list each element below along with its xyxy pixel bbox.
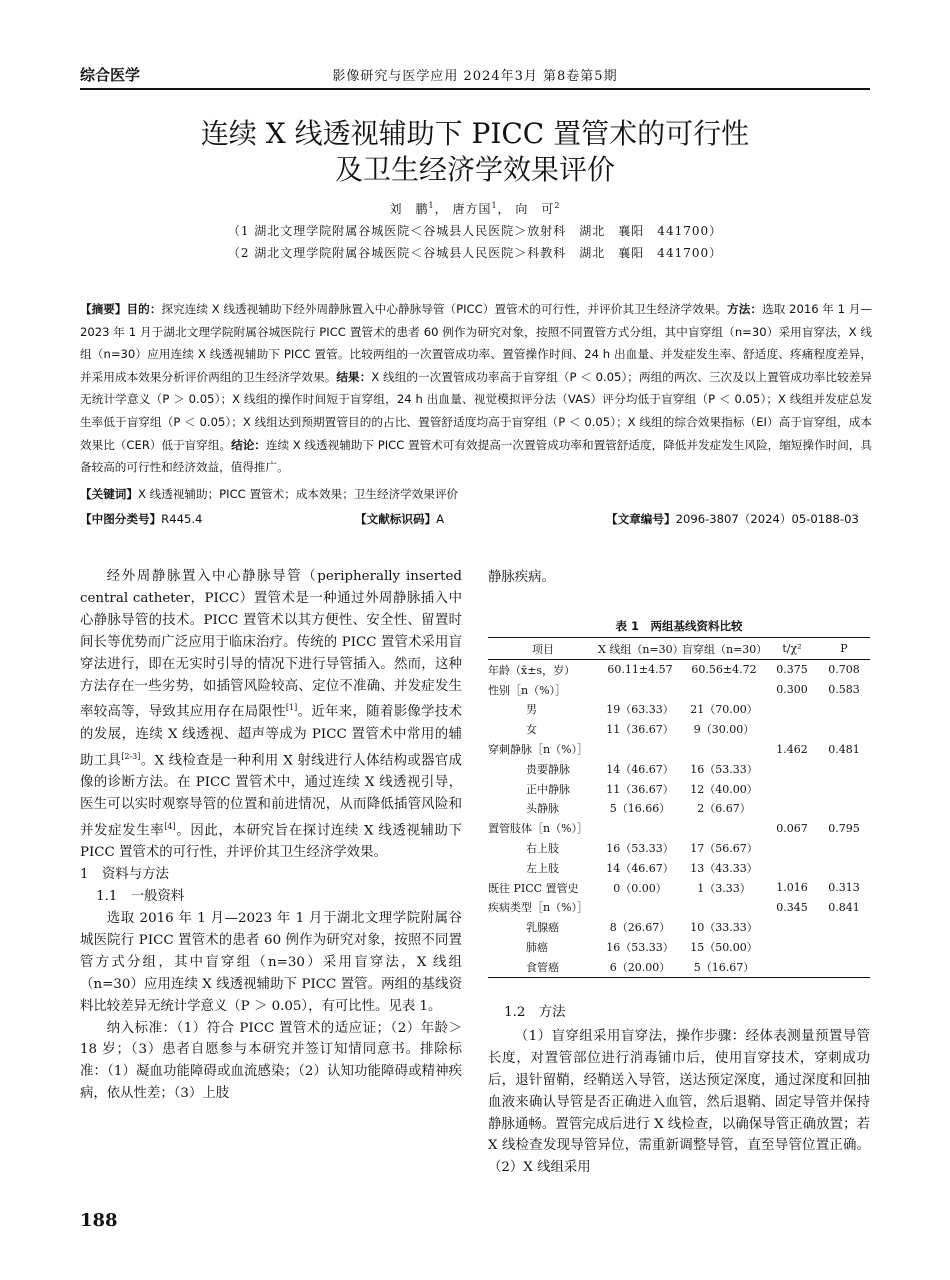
table-cell bbox=[598, 739, 682, 759]
table-header-cell: X 线组（n=30） bbox=[598, 638, 682, 660]
table-cell: 0.841 bbox=[828, 900, 860, 914]
abstract-conclusion-label: 结论： bbox=[231, 437, 266, 452]
table-row bbox=[488, 957, 870, 977]
author-affiliation-mark: 1 bbox=[491, 201, 498, 210]
table-cell bbox=[818, 838, 870, 858]
citation: [2-3] bbox=[121, 751, 141, 761]
table-cell bbox=[682, 680, 766, 700]
table-cell bbox=[818, 700, 870, 720]
table-cell: 11（36.67） bbox=[606, 782, 674, 796]
abstract bbox=[80, 298, 872, 479]
table-cell bbox=[766, 937, 818, 957]
keywords-text: X 线透视辅助；PICC 置管术；成本效果；卫生经济学效果评价 bbox=[137, 487, 459, 501]
table-header-cell: 项目 bbox=[488, 638, 598, 660]
table-cell: 14（46.67） bbox=[606, 861, 674, 875]
table-cell: 21（70.00） bbox=[690, 703, 758, 717]
clc-number bbox=[80, 511, 202, 527]
table-cell: 贵要静脉 bbox=[526, 762, 570, 776]
table-row bbox=[488, 818, 870, 838]
abstract-conclusion: 连续 X 线透视辅助下 PICC 置管术可有效提高一次置管成功率和置管舒适度，降低并发症发生风险，缩短操作时间，具备较高的可行性和经济效益，值得推广。 bbox=[80, 437, 872, 475]
article-title-line-2: 及卫生经济学效果评价 bbox=[334, 153, 615, 186]
journal-info: 影像研究与医学应用 2024年3月 第8卷第5期 bbox=[332, 69, 618, 84]
abstract-aim-label: 目的： bbox=[126, 302, 162, 316]
table-row bbox=[488, 680, 870, 700]
table-cell bbox=[682, 739, 766, 759]
table-row bbox=[488, 719, 870, 739]
intro-paragraph bbox=[80, 566, 462, 864]
table-header-row bbox=[488, 638, 870, 660]
table-cell: 乳腺癌 bbox=[526, 921, 559, 935]
table-cell bbox=[818, 759, 870, 779]
table-cell bbox=[818, 937, 870, 957]
table-cell bbox=[682, 818, 766, 838]
abstract-method: 选取 2016 年 1 月—2023 年 1 月于湖北文理学院附属谷城医院行 PICC 置管术的患者 60 例作为研究对象，按照不同置管方式分组，其中盲穿组（n=30）采用盲穿法，X 线组（n=30）应用连续 X 线透视辅助下 PICC 置管。比较两组的一次置管成功率、置管操作时间、24 h 出血量、并发症发生率、舒适度、疼痛程度差异，并采用成本效果分析评价两组的卫生经济学效果。 bbox=[80, 302, 872, 384]
table-cell: 60.56±4.72 bbox=[691, 663, 757, 677]
table-cell bbox=[598, 680, 682, 700]
paragraph-methods: （1）盲穿组采用盲穿法，操作步骤：经体表测量预置导管长度，对置管部位进行消毒铺巾后，使用盲穿技术，穿刺成功后，退针留鞘，经鞘送入导管，送达预定深度，通过深度和回抽血液来确认导管是否正确进入血管，然后退鞘、固定导管并保持静脉通畅。置管完成后进行 X 线检查，以确保导管正确放置；若 X 线检查发现导管异位，需重新调整导管，直至导管位置正确。（2）X 线组采用 bbox=[488, 1028, 870, 1176]
table-cell: 女 bbox=[526, 723, 537, 737]
table-cell: 0.313 bbox=[828, 881, 860, 895]
section-label: 综合医学 bbox=[80, 66, 141, 84]
citation: [1] bbox=[285, 703, 298, 713]
author-name: 刘 鹏 bbox=[389, 202, 429, 216]
table-cell: 食管癌 bbox=[488, 957, 598, 977]
table-cell bbox=[766, 917, 818, 937]
body-left-column bbox=[80, 566, 462, 1105]
page-number: 188 bbox=[80, 1210, 118, 1231]
table-cell: 11（36.67） bbox=[606, 723, 674, 737]
table-cell: 肺癌 bbox=[526, 941, 548, 955]
table-cell: 疾病类型［n（%）］ bbox=[488, 901, 589, 915]
doc-code-value: A bbox=[436, 512, 445, 526]
table-cell: 1.016 bbox=[776, 881, 808, 895]
baseline-table bbox=[488, 637, 870, 978]
table-cell bbox=[818, 779, 870, 799]
table-cell: 正中静脉 bbox=[526, 782, 570, 796]
table-cell bbox=[682, 898, 766, 918]
table-cell: 6（20.00） bbox=[598, 957, 682, 977]
table-cell bbox=[818, 957, 870, 977]
table-cell: 10（33.33） bbox=[690, 921, 758, 935]
table-row bbox=[488, 878, 870, 898]
table-cell bbox=[818, 799, 870, 819]
clc-value: R445.4 bbox=[161, 512, 203, 526]
table-cell: 右上肢 bbox=[526, 842, 559, 856]
body-right-column bbox=[488, 1002, 870, 1179]
subsection-heading-1-1: 1.1 一般资料 bbox=[96, 889, 185, 905]
abstract-aim: 探究连续 X 线透视辅助下经外周静脉置入中心静脉导管（PICC）置管术的可行性，并评价其卫生经济学效果。 bbox=[161, 302, 728, 316]
table-row bbox=[488, 739, 870, 759]
article-number bbox=[606, 511, 859, 527]
table-cell: 0（0.00） bbox=[613, 881, 667, 895]
table-cell bbox=[766, 957, 818, 977]
table-row bbox=[488, 898, 870, 918]
table-cell bbox=[766, 858, 818, 878]
abstract-result: X 线组的一次置管成功率高于盲穿组（P ＜ 0.05）；两组的两次、三次及以上置管成功率比较差异无统计学意义（P ＞ 0.05）；X 线组的操作时间短于盲穿组，24 h 出血量、视觉模拟评分法（VAS）评分均低于盲穿组（P ＜ 0.05）；X 线组并发症总发生率低于盲穿组（P ＜ 0.05）；X 线组达到预期置管目的的占比、置管舒适度均高于盲穿组（P ＜ 0.05）；X 线组的综合效果指标（EI）高于盲穿组，成本效果比（CER）低于盲穿组。 bbox=[80, 369, 872, 452]
article-number-value: 2096-3807（2024）05-0188-03 bbox=[675, 512, 859, 526]
doc-code-label: 【文献标识码】 bbox=[355, 512, 437, 526]
table-cell: 头静脉 bbox=[526, 802, 559, 816]
intro-text-1: 经外周静脉置入中心静脉导管（peripherally inserted central catheter，PICC）置管术是一种通过外周静脉插入中心静脉导管的技术。PICC 置管术以其方便性、安全性、留置时间长等优势而广泛应用于临床治疗。传统的 PICC 置管术采用盲穿法进行，即在无实时引导的情况下进行导管插入。然而，这种方法存在一些劣势，如插管风险较高、定位不准确、并发症发生率较高等，导致其应用存在局限性 bbox=[80, 569, 462, 720]
paragraph-general-data: 选取 2016 年 1 月—2023 年 1 月于湖北文理学院附属谷城医院行 PICC 置管术的患者 60 例作为研究对象，按照不同置管方式分组，其中盲穿组（n=30）采用盲穿法，X 线组（n=30）应用连续 X 线透视辅助下 PICC 置管。两组的基线资料比较差异无统计学意义（P ＞ 0.05），有可比性。见表 1。 bbox=[80, 911, 462, 1014]
table-cell: 5（16.67） bbox=[682, 957, 766, 977]
table-row bbox=[488, 858, 870, 878]
table-header-cell: P bbox=[818, 638, 870, 660]
document-code bbox=[355, 511, 444, 527]
table-cell bbox=[598, 818, 682, 838]
section-heading-1: 1 资料与方法 bbox=[80, 867, 169, 883]
table-row bbox=[488, 700, 870, 720]
table-cell: 既往 PICC 置管史 bbox=[488, 881, 579, 895]
table-cell: 0.345 bbox=[776, 900, 808, 914]
table-cell: 16（53.33） bbox=[606, 842, 674, 856]
table-cell: 60.11±4.57 bbox=[607, 663, 673, 677]
table-cell: 0.067 bbox=[776, 821, 808, 835]
table-cell: 0.795 bbox=[828, 821, 860, 835]
abstract-result-label: 结果： bbox=[336, 369, 372, 384]
table-cell: 0.481 bbox=[828, 742, 860, 756]
author-list: 刘 鹏$^1$， 唐方国$^1$， 向 可$^2$ bbox=[389, 201, 561, 216]
table-cell: 年龄（x̄±s，岁） bbox=[488, 663, 576, 677]
table-cell: 0.708 bbox=[828, 663, 860, 677]
abstract-method-label: 方法： bbox=[727, 302, 763, 316]
table-row bbox=[488, 779, 870, 799]
author-affiliation-mark: 1 bbox=[428, 201, 435, 210]
abstract-label: 【摘要】 bbox=[80, 302, 127, 316]
citation: [4] bbox=[164, 821, 176, 831]
article-number-label: 【文章编号】 bbox=[606, 512, 676, 526]
clc-label: 【中图分类号】 bbox=[80, 512, 162, 526]
table-row bbox=[488, 838, 870, 858]
table-row bbox=[488, 937, 870, 957]
table-cell: 5（16.66） bbox=[609, 802, 671, 816]
keywords-label: 【关键词】 bbox=[80, 487, 138, 501]
affiliation-2: （2 湖北文理学院附属谷城医院＜谷城县人民医院＞科教科 湖北 襄阳 441700） bbox=[227, 246, 723, 260]
table-row bbox=[488, 799, 870, 819]
table-cell bbox=[766, 759, 818, 779]
intro-text-3: 。X 线检查是一种利用 X 射线进行人体结构或器官成像的诊断方法。在 PICC 置管术中，通过连续 X 线透视引导，医生可以实时观察导管的位置和前进情况，从而降低插管风险和并发症发生率 bbox=[80, 753, 462, 839]
table-cell bbox=[766, 719, 818, 739]
table-cell: 左上肢 bbox=[526, 861, 559, 875]
table-cell: 穿刺静脉［n（%）］ bbox=[488, 743, 589, 757]
table-cell bbox=[766, 700, 818, 720]
intro-text-2: 。近年来，随着影像学技术的发展，连续 X 线透视、超声等成为 PICC 置管术中常用的辅助工具 bbox=[80, 704, 463, 769]
table-row bbox=[488, 759, 870, 779]
article-title-line-1: 连续 X 线透视辅助下 PICC 置管术的可行性 bbox=[200, 117, 750, 150]
table-cell bbox=[766, 838, 818, 858]
table-row bbox=[488, 660, 870, 680]
table-cell bbox=[818, 858, 870, 878]
table-cell: 0.300 bbox=[776, 683, 808, 697]
table-cell: 1.462 bbox=[776, 742, 808, 756]
table-caption: 表 1 两组基线资料比较 bbox=[615, 619, 743, 633]
table-cell bbox=[766, 779, 818, 799]
table-cell: 12（40.00） bbox=[690, 782, 758, 796]
table-header-cell: 盲穿组（n=30） bbox=[682, 638, 766, 660]
table-cell: 13（43.33） bbox=[690, 861, 758, 875]
table-cell bbox=[818, 719, 870, 739]
intro-text-4: 。因此，本研究旨在探讨连续 X 线透视辅助下 PICC 置管术的可行性，并评价其卫生经济学效果。 bbox=[80, 823, 463, 861]
author-name: 唐方国 bbox=[452, 202, 492, 216]
author-name: 向 可 bbox=[515, 202, 555, 216]
table-cell: 2（6.67） bbox=[697, 802, 751, 816]
table-cell: 14（46.67） bbox=[606, 762, 674, 776]
affiliation-1: （1 湖北文理学院附属谷城医院＜谷城县人民医院＞放射科 湖北 襄阳 441700） bbox=[227, 224, 723, 238]
paragraph-criteria: 纳入标准：（1）符合 PICC 置管术的适应证；（2）年龄＞ 18 岁；（3）患者自愿参与本研究并签订知情同意书。排除标准：（1）凝血功能障碍或血流感染；（2）认知功能障碍或精神疾病，依从性差；（3）上肢 bbox=[80, 1020, 462, 1102]
table-cell: 19（63.33） bbox=[606, 703, 674, 717]
header-rule bbox=[80, 88, 870, 90]
subsection-heading-1-2: 1.2 方法 bbox=[504, 1005, 566, 1020]
table-cell: 17（56.67） bbox=[690, 842, 758, 856]
table-cell bbox=[598, 898, 682, 918]
table-cell: 1（3.33） bbox=[697, 881, 751, 895]
table-row bbox=[488, 917, 870, 937]
table-cell: 15（50.00） bbox=[690, 941, 758, 955]
right-column-continuation: 静脉疾病。 bbox=[488, 570, 555, 585]
table-cell: 置管肢体［n（%）］ bbox=[488, 822, 589, 836]
author-affiliation-mark: 2 bbox=[554, 201, 561, 210]
table-cell: 8（26.67） bbox=[609, 921, 671, 935]
table-cell: 性别［n（%）］ bbox=[488, 683, 567, 697]
table-cell bbox=[766, 799, 818, 819]
table-cell: 0.375 bbox=[776, 663, 808, 677]
table-cell: 男 bbox=[526, 703, 537, 717]
keywords bbox=[80, 486, 872, 502]
table-cell: 0.583 bbox=[828, 683, 860, 697]
table-header-cell: t/χ² bbox=[766, 638, 818, 660]
table-cell bbox=[818, 917, 870, 937]
table-cell: 16（53.33） bbox=[606, 941, 674, 955]
table-cell: 9（30.00） bbox=[693, 723, 755, 737]
table-cell: 16（53.33） bbox=[690, 762, 758, 776]
